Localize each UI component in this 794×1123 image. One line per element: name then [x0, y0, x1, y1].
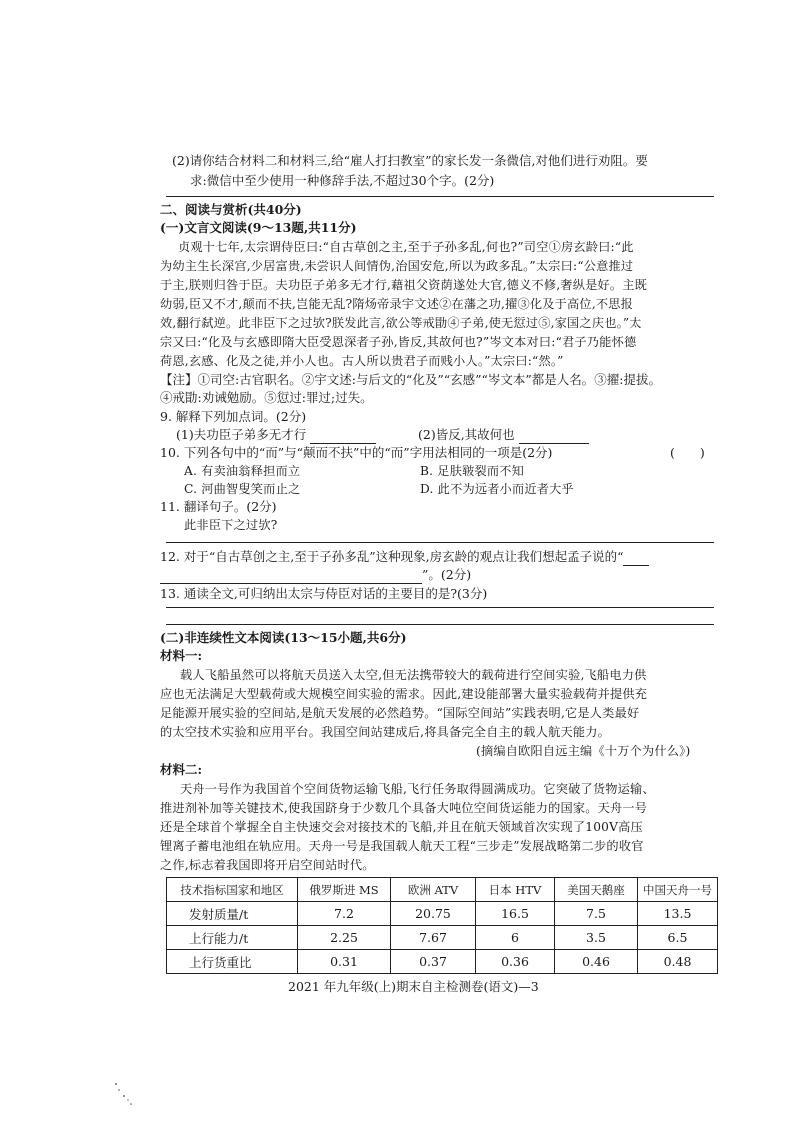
- table-cell: 0.36: [476, 950, 555, 974]
- q10-stem: 10. 下列各句中的“而”与“颠而不扶”中的“而”字用法相同的一项是(2分): [160, 445, 553, 460]
- passage-line: 幼弱,臣又不才,颠而不扶,岂能无乱?隋炀帝录宇文述②在藩之功,擢③化及于高位,不思报: [160, 297, 634, 311]
- material1-line: 应也无法满足大型载荷或大规模空间实验的需求。因此,建设能部署大量实验载荷并提供充: [160, 687, 648, 701]
- table-cell: 6: [476, 926, 555, 950]
- q9-item-1: [176, 426, 376, 444]
- answer-line: [166, 607, 714, 608]
- q10-option-a: A. 有卖油翁释担而立: [184, 464, 301, 478]
- material1-source: (摘编自欧阳自远主编《十万个为什么》): [476, 744, 691, 758]
- table-cell: 0.37: [391, 950, 476, 974]
- q9-blank-1[interactable]: [310, 430, 376, 444]
- part1-title: (一)文言文阅读(9～13题,共11分): [160, 220, 357, 235]
- q12-line2: [160, 566, 471, 584]
- passage-line: 贞观十七年,太宗谓侍臣曰:“自古草创之主,至于子孙多乱,何也?”司空①房玄龄曰:“此: [178, 240, 634, 254]
- table-row: [167, 926, 718, 950]
- q10-answer-paren[interactable]: ( ): [670, 445, 705, 460]
- q11-sentence: 此非臣下之过欤?: [184, 518, 278, 532]
- q12-blank-cont[interactable]: [160, 570, 422, 584]
- table-header-row: [167, 878, 718, 902]
- q12-line1: [160, 548, 649, 566]
- passage-line: 为幼主生长深宫,少居富贵,未尝识人间情伪,治国安危,所以为政多乱。”太宗曰:“公意推过: [160, 259, 634, 273]
- table-header-cell: 技术指标国家和地区: [167, 878, 298, 902]
- passage-line: 荷恩,玄感、化及之徒,并小人也。古人所以贵君子而贱小人。”太宗曰:“然。”: [160, 354, 564, 368]
- q13-stem: 13. 通读全文,可归纳出太宗与侍臣对话的主要目的是?(3分): [160, 586, 488, 601]
- q12-line2-text: ”。(2分): [422, 567, 472, 582]
- table-header-cell: 日本 HTV: [476, 878, 555, 902]
- table-row-label: 发射质量/t: [167, 902, 298, 926]
- q10-option-b: B. 足肤皲裂而不知: [420, 464, 525, 478]
- table-row: [167, 950, 718, 974]
- material1-line: 载人飞船虽然可以将航天员送入太空,但无法携带较大的载荷进行空间实验,飞船电力供: [180, 668, 647, 682]
- answer-line: [166, 196, 714, 197]
- part2-title: (二)非连续性文本阅读(13～15小题,共6分): [160, 630, 407, 645]
- answer-line: [166, 624, 714, 625]
- table-row-label: 上行能力/t: [167, 926, 298, 950]
- table-cell: 0.46: [555, 950, 638, 974]
- table-cell: 0.48: [638, 950, 718, 974]
- table-cell: 3.5: [555, 926, 638, 950]
- material2-line: 之作,标志着我国即将开启空间站时代。: [160, 858, 375, 872]
- q10-option-c: C. 河曲智叟笑而止之: [184, 482, 301, 496]
- material1-label: 材料一:: [160, 648, 203, 663]
- q12-line1-text: 12. 对于“自古草创之主,至于子孙多乱”这种现象,房玄龄的观点让我们想起孟子说的“: [160, 549, 624, 564]
- table-cell: 16.5: [476, 902, 555, 926]
- q9-item-2: [418, 426, 589, 444]
- table-cell: 20.75: [391, 902, 476, 926]
- table-cell: 7.67: [391, 926, 476, 950]
- page-footer: 2021 年九年级(上)期末自主检测卷(语文)—3: [288, 979, 539, 994]
- material2-line: 还是全球首个掌握全自主快速交会对接技术的飞船,并且在航天领域首次实现了100V高压: [160, 820, 643, 834]
- material1-line: 的太空技术实验和应用平台。我国空间站建成后,将具备完全自主的载人航天能力。: [160, 725, 611, 739]
- q2-line1: (2)请你结合材料二和材料三,给“雇人打扫教室”的家长发一条微信,对他们进行劝阻。要: [172, 153, 648, 168]
- passage-line: 宗又曰:“化及与玄感即隋大臣受恩深者子孙,皆反,其故何也?”岑文本对曰:“君子乃能怀德: [160, 335, 637, 349]
- table-cell: 2.25: [298, 926, 391, 950]
- table-cell: 0.31: [298, 950, 391, 974]
- section-title: 二、阅读与赏析(共40分): [160, 202, 302, 217]
- table-cell: 7.2: [298, 902, 391, 926]
- q9-stem: 9. 解释下列加点词。(2分): [160, 409, 307, 424]
- tech-comparison-table: [166, 877, 718, 974]
- q2-line2: 求:微信中至少使用一种修辞手法,不超过30个字。(2分): [190, 173, 495, 188]
- material2-line: 推进剂补加等关键技术,使我国跻身于少数几个具备大吨位空间货运能力的国家。天舟一号: [160, 801, 648, 815]
- q11-stem: 11. 翻译句子。(2分): [160, 499, 277, 514]
- q10-option-d: D. 此不为远者小而近者大乎: [420, 482, 574, 496]
- q12-blank[interactable]: [623, 552, 649, 566]
- table-cell: 7.5: [555, 902, 638, 926]
- table-header-cell: 俄罗斯进 MS: [298, 878, 391, 902]
- material1-line: 足能源开展实验的空间站,是航天发展的必然趋势。“国际空间站”实践表明,它是人类最好: [160, 706, 640, 720]
- q9-item-2-text: (2)皆反,其故何也: [418, 427, 515, 442]
- table-cell: 13.5: [638, 902, 718, 926]
- table-cell: 6.5: [638, 926, 718, 950]
- table-header-cell: 中国天舟一号: [638, 878, 718, 902]
- notes-line: 【注】①司空:古官职名。②宇文述:与后文的“化及”“玄感”“岑文本”都是人名。③擢:提拔。: [160, 372, 661, 387]
- passage-line: 于主,朕则归咎于臣。夫功臣子弟多无才行,藉祖父资荫遂处大官,德义不修,奢纵是好。主既: [160, 278, 648, 292]
- notes-line: ④戒勖:劝诫勉励。⑤愆过:罪过;过失。: [160, 390, 373, 405]
- material2-line: 天舟一号作为我国首个空间货物运输飞船,飞行任务取得圆满成功。它突破了货物运输、: [180, 782, 655, 796]
- table-row: [167, 902, 718, 926]
- passage-line: 效,翻行弑逆。此非臣下之过欤?朕发此言,欲公等戒勖④子弟,使无愆过⑤,家国之庆也。”太: [160, 316, 642, 330]
- table-row-label: 上行货重比: [167, 950, 298, 974]
- material2-line: 锂离子蓄电池组在轨应用。天舟一号是我国载人航天工程“三步走”发展战略第二步的收官: [160, 839, 644, 853]
- table-header-cell: 美国天鹅座: [555, 878, 638, 902]
- scan-specks: [110, 1080, 150, 1120]
- q9-blank-2[interactable]: [519, 430, 589, 444]
- answer-line: [166, 542, 714, 543]
- q9-item-1-text: (1)夫功臣子弟多无才行: [176, 427, 307, 442]
- material2-label: 材料二:: [160, 762, 203, 777]
- table-header-cell: 欧洲 ATV: [391, 878, 476, 902]
